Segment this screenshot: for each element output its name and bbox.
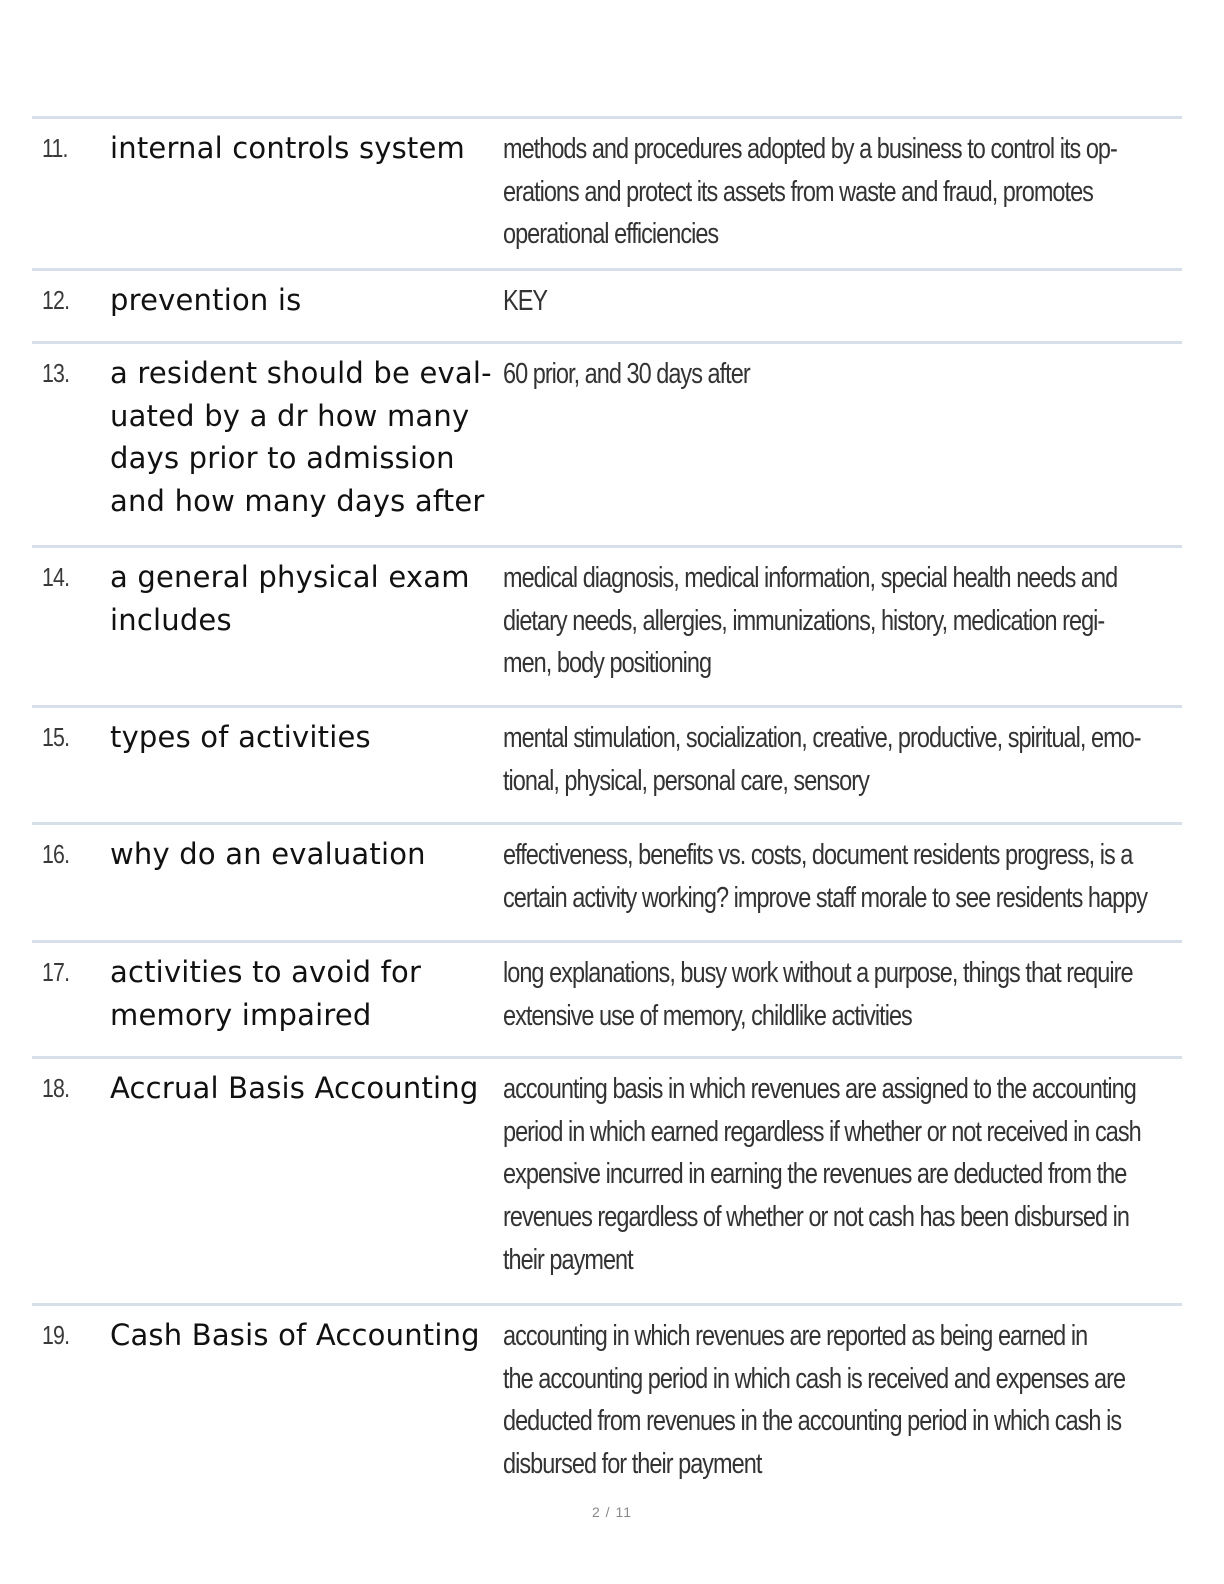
table-row — [32, 940, 1182, 1056]
definition: accounting in which revenues are reported as being earned in the accounting period in which cash is received and expenses are deducted from revenues in the accounting period in which cash is disbursed for their payment — [503, 1320, 1126, 1481]
term: types of activities — [110, 720, 371, 754]
table-row — [32, 341, 1182, 545]
row-number: 18. — [42, 1073, 70, 1103]
term: a general physical exam includes — [110, 560, 470, 637]
page-indicator: 2 / 11 — [592, 1504, 632, 1520]
definition: accounting basis in which revenues are assigned to the accounting period in which earned regardless if whether or not received in cash expensive incurred in earning the revenues are deducted from the revenues regardless of whether or not cash has been disbursed in their payment — [503, 1073, 1141, 1276]
definition: 60 prior, and 30 days after — [503, 358, 750, 390]
table-row — [32, 705, 1182, 822]
table-row — [32, 1303, 1182, 1493]
row-number: 12. — [42, 285, 70, 315]
row-number: 16. — [42, 839, 70, 869]
term: internal controls system — [110, 131, 465, 165]
definition: medical diagnosis, medical information, special health needs and dietary needs, allergies, immunizations, history, medication regi- men, body positioning — [503, 562, 1118, 680]
table-row — [32, 822, 1182, 940]
term: why do an evaluation — [110, 837, 426, 871]
table-row — [32, 116, 1182, 268]
row-number: 15. — [42, 722, 70, 752]
row-number: 19. — [42, 1320, 70, 1350]
definition: effectiveness, benefits vs. costs, document residents progress, is a certain activity working? improve staff morale to see residents happy — [503, 839, 1148, 914]
term: a resident should be eval- uated by a dr how many days prior to admission and how many days after — [110, 356, 492, 518]
term: Accrual Basis Accounting — [110, 1071, 479, 1105]
definition: mental stimulation, socialization, creative, productive, spiritual, emo- tional, physical, personal care, sensory — [503, 722, 1141, 797]
term: prevention is — [110, 283, 302, 317]
definition: KEY — [503, 285, 548, 317]
row-number: 17. — [42, 957, 70, 987]
term: activities to avoid for memory impaired — [110, 955, 422, 1032]
row-number: 14. — [42, 562, 70, 592]
row-number: 13. — [42, 358, 70, 388]
term: Cash Basis of Accounting — [110, 1318, 480, 1352]
definition: long explanations, busy work without a purpose, things that require extensive use of memory, childlike activities — [503, 957, 1133, 1032]
row-number: 11. — [42, 133, 68, 163]
table-row — [32, 1056, 1182, 1303]
definition: methods and procedures adopted by a business to control its op- erations and protect its assets from waste and fraud, promotes operational efficiencies — [503, 133, 1117, 251]
table-row — [32, 545, 1182, 705]
flashcard-table — [32, 116, 1182, 1493]
table-row — [32, 268, 1182, 341]
